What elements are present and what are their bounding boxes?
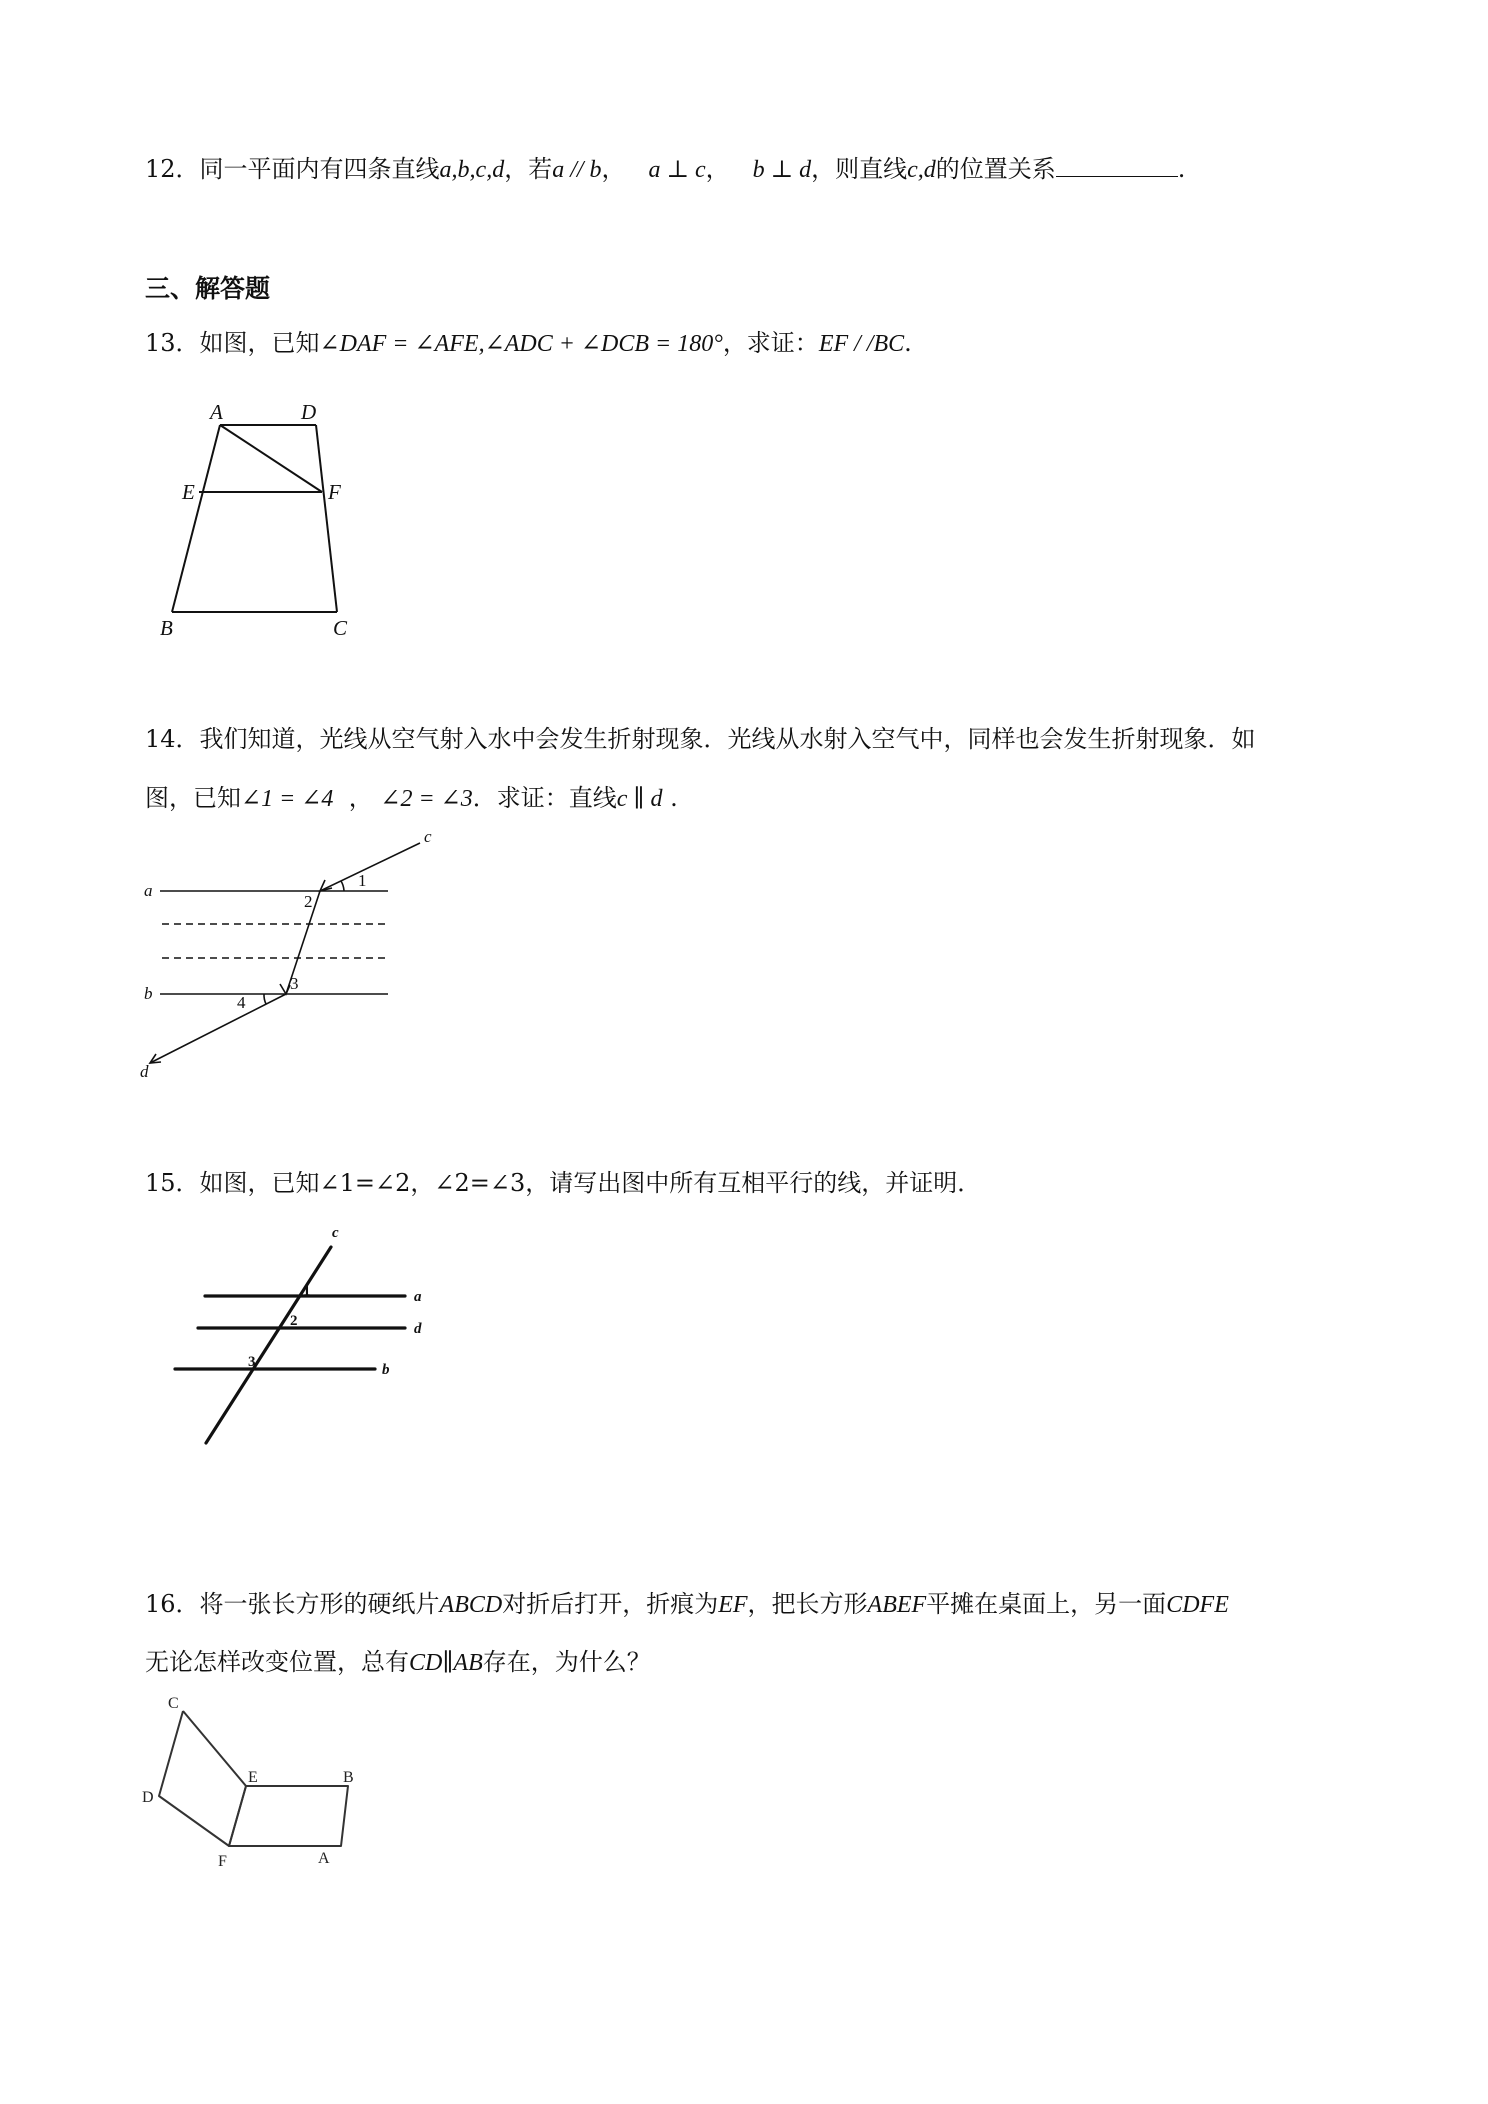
q12-text-2: ，若 xyxy=(504,155,553,183)
angle-label-1: 1 xyxy=(358,871,367,890)
q12-math-a-perp-c: a ⊥ c xyxy=(648,157,706,183)
q14-math-angle-2-3: ∠2 = ∠3 xyxy=(380,786,473,812)
question-number: 14． xyxy=(145,725,200,753)
q14-text-1: 图，已知 xyxy=(145,784,241,812)
label-D: D xyxy=(301,400,317,424)
q12-text-3: ， xyxy=(601,155,626,183)
question-16-line-1 xyxy=(145,1587,1365,1622)
label-C: C xyxy=(168,1695,179,1712)
q14-math-angle-1-4: ∠1 = ∠4 xyxy=(241,786,334,812)
label-F: F xyxy=(328,480,341,504)
q12-text-5: ，则直线 xyxy=(811,155,908,183)
angle-label-1: 1 xyxy=(303,1283,311,1299)
label-C: C xyxy=(333,616,348,640)
q12-math-lines: a,b,c,d xyxy=(439,157,505,183)
q16-math-cdfe: CDFE xyxy=(1166,1592,1229,1618)
label-D: D xyxy=(142,1789,154,1806)
question-14-line-2 xyxy=(145,781,1365,816)
q16-math-ef: EF xyxy=(718,1592,748,1618)
q12-math-b-perp-d: b ⊥ d xyxy=(752,157,812,183)
question-number: 13． xyxy=(145,329,200,357)
q12-text-6: 的位置关系 xyxy=(935,155,1056,183)
angle-label-2: 2 xyxy=(304,892,313,911)
question-15 xyxy=(145,1166,1365,1200)
q12-text-4: ， xyxy=(705,155,730,183)
question-13 xyxy=(145,326,1365,361)
q14-math-c-parallel-d: c ∥ d xyxy=(616,786,663,812)
section-title: 三、解答题 xyxy=(145,274,271,303)
label-A: A xyxy=(210,400,223,424)
q16-text-6: 存在，为什么？ xyxy=(482,1648,651,1676)
q13-math-given: ∠DAF = ∠AFE,∠ADC + ∠DCB = 180° xyxy=(319,331,723,357)
label-b: b xyxy=(144,984,153,1003)
q13-end: . xyxy=(904,329,912,357)
q14-end: . xyxy=(670,784,678,812)
angle-label-3: 3 xyxy=(290,974,299,993)
q15-text: 如图，已知∠1=∠2，∠2=∠3，请写出图中所有互相平行的线，并证明． xyxy=(199,1169,982,1197)
question-16-line-2 xyxy=(145,1645,1365,1680)
q14-text-3: ．求证：直线 xyxy=(472,784,617,812)
q16-text-2: 对折后打开，折痕为 xyxy=(502,1590,719,1618)
q16-text-5: 无论怎样改变位置，总有 xyxy=(145,1648,409,1676)
question-number: 15． xyxy=(145,1169,200,1197)
q16-math-abcd: ABCD xyxy=(439,1592,503,1618)
question-12 xyxy=(145,152,1365,187)
label-a: a xyxy=(414,1289,422,1305)
angle-label-4: 4 xyxy=(237,993,246,1012)
label-A: A xyxy=(318,1850,330,1867)
label-b: b xyxy=(382,1362,390,1378)
q14-figure xyxy=(140,827,460,1090)
q13-text-1: 如图，已知 xyxy=(199,329,320,357)
q15-figure xyxy=(160,1225,450,1450)
q16-text-4: 平摊在桌面上，另一面 xyxy=(926,1590,1167,1618)
q13-math-prove: EF / /BC xyxy=(818,331,905,357)
q16-text-3: ，把长方形 xyxy=(747,1590,868,1618)
label-d: d xyxy=(140,1062,149,1081)
question-number: 16． xyxy=(145,1590,200,1618)
angle-label-3: 3 xyxy=(248,1354,256,1370)
q14-text-line-1: 我们知道，光线从空气射入水中会发生折射现象．光线从水射入空气中，同样也会发生折射现象．如 xyxy=(199,725,1256,753)
label-B: B xyxy=(160,616,173,640)
label-B: B xyxy=(343,1769,354,1786)
q12-end: . xyxy=(1177,155,1186,183)
question-14-line-1 xyxy=(145,722,1365,756)
q16-math-cd-parallel-ab: CD∥AB xyxy=(409,1650,483,1676)
label-c: c xyxy=(424,827,432,846)
q12-math-a-parallel-b: a // b xyxy=(552,157,602,183)
label-a: a xyxy=(144,881,153,900)
q14-text-2: ， xyxy=(348,784,373,812)
label-E: E xyxy=(248,1769,258,1786)
question-number: 12． xyxy=(145,155,200,183)
label-d: d xyxy=(414,1321,422,1337)
label-E: E xyxy=(182,480,195,504)
q12-text-1: 同一平面内有四条直线 xyxy=(199,155,440,183)
q16-text-1: 将一张长方形的硬纸片 xyxy=(199,1590,440,1618)
q16-figure xyxy=(138,1690,378,1870)
q13-figure xyxy=(150,395,380,640)
q13-text-2: ，求证： xyxy=(722,329,819,357)
label-F: F xyxy=(218,1853,227,1870)
label-c: c xyxy=(332,1225,339,1241)
q12-math-cd: c,d xyxy=(907,157,936,183)
q16-math-abef: ABEF xyxy=(867,1592,927,1618)
answer-blank[interactable] xyxy=(1056,156,1178,177)
angle-label-2: 2 xyxy=(290,1313,298,1329)
